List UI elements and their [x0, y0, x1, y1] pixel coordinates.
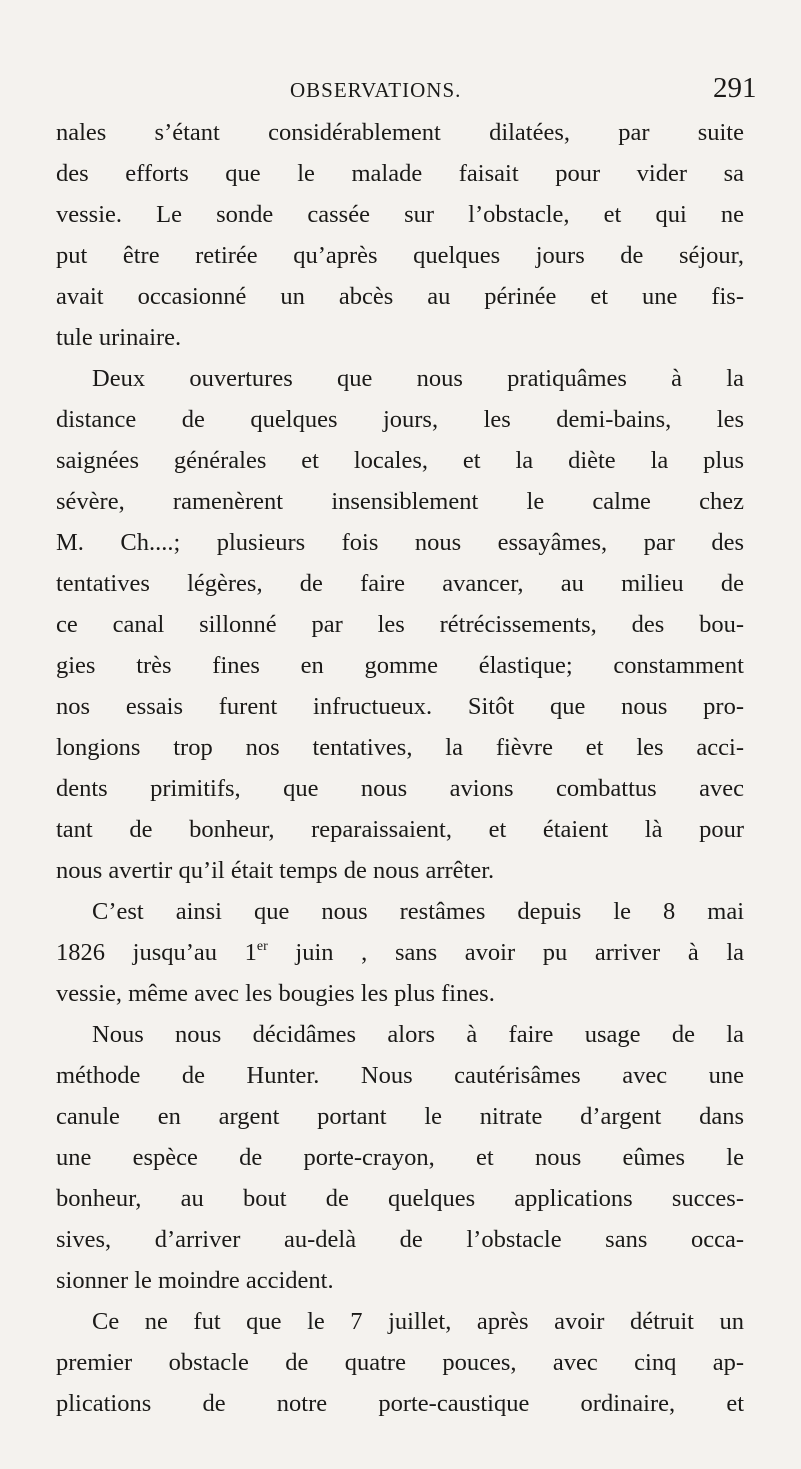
text-line: Nous nous décidâmes alors à faire usage de la — [92, 1021, 744, 1048]
text-line: une espèce de porte-crayon, et nous eûmes le — [56, 1144, 744, 1171]
text-line: plications de notre porte-caustique ordinaire, et — [56, 1390, 744, 1417]
text-line: saignées générales et locales, et la diète la plus — [56, 447, 744, 474]
text-line: premier obstacle de quatre pouces, avec cinq ap- — [56, 1349, 744, 1376]
text-line-with-superscript — [56, 932, 744, 973]
text-line: sionner le moindre accident. — [56, 1267, 334, 1294]
text-line: ce canal sillonné par les rétrécissements, des bou- — [56, 611, 744, 638]
text-line: vessie, même avec les bougies les plus fines. — [56, 980, 495, 1007]
text-line: gies très fines en gomme élastique; constamment — [56, 652, 744, 679]
page-header — [0, 72, 801, 112]
text-line: vessie. Le sonde cassée sur l’obstacle, et qui ne — [56, 201, 744, 228]
text-line: nales s’étant considérablement dilatées, par suite — [56, 119, 744, 146]
running-title: OBSERVATIONS. — [290, 78, 462, 102]
text-line: tant de bonheur, reparaissaient, et étaient là pour — [56, 816, 744, 843]
text-line: nos essais furent infructueux. Sitôt que nous pro- — [56, 693, 744, 720]
text-line: put être retirée qu’après quelques jours de séjour, — [56, 242, 744, 269]
text-line: avait occasionné un abcès au périnée et une fis- — [56, 283, 744, 310]
body-text — [56, 112, 744, 1424]
text-line: longions trop nos tentatives, la fièvre et les acci- — [56, 734, 744, 761]
text-line: M. Ch....; plusieurs fois nous essayâmes, par des — [56, 529, 744, 556]
text-line: sives, d’arriver au-delà de l’obstacle sans occa- — [56, 1226, 744, 1253]
page-number: 291 — [713, 72, 757, 104]
text-line: Deux ouvertures que nous pratiquâmes à la — [92, 365, 744, 392]
text-line: canule en argent portant le nitrate d’argent dans — [56, 1103, 744, 1130]
text-fragment: juin , sans avoir pu arriver à la — [267, 939, 745, 966]
superscript: er — [256, 939, 268, 954]
text-line: dents primitifs, que nous avions combattus avec — [56, 775, 744, 802]
text-line: des efforts que le malade faisait pour vider sa — [56, 160, 744, 187]
text-line: tule urinaire. — [56, 324, 182, 351]
text-line: tentatives légères, de faire avancer, au milieu de — [56, 570, 744, 597]
text-line: C’est ainsi que nous restâmes depuis le 8 mai — [92, 898, 744, 925]
text-line: distance de quelques jours, les demi-bains, les — [56, 406, 744, 433]
text-line: méthode de Hunter. Nous cautérisâmes avec une — [56, 1062, 744, 1089]
text-line: nous avertir qu’il était temps de nous arrêter. — [56, 857, 495, 884]
text-fragment: 1826 jusqu’au 1 — [56, 939, 257, 966]
text-line: bonheur, au bout de quelques applications succes- — [56, 1185, 744, 1212]
text-line: sévère, ramenèrent insensiblement le calme chez — [56, 488, 744, 515]
text-line: Ce ne fut que le 7 juillet, après avoir détruit un — [92, 1308, 744, 1335]
